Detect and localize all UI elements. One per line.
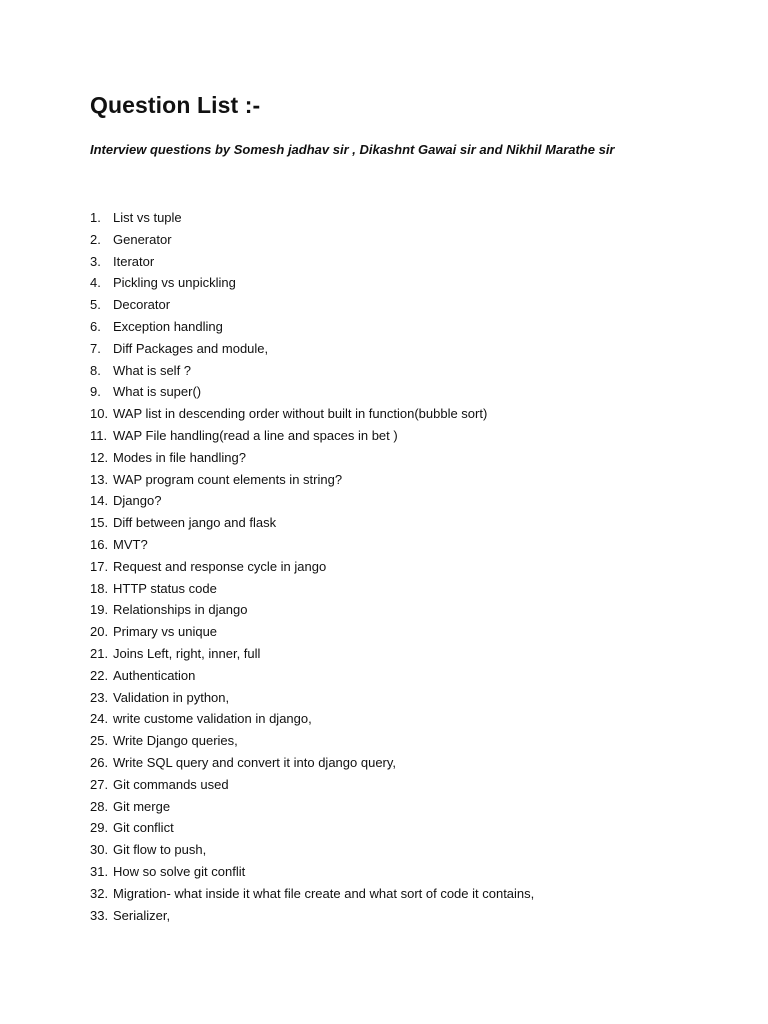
list-item: [90, 294, 730, 316]
list-item-number: 9.: [90, 384, 101, 400]
list-item: [90, 338, 730, 360]
list-item: [90, 687, 730, 709]
list-item-number: 22.: [90, 667, 109, 683]
list-item-text: How so solve git conflit: [113, 863, 246, 879]
list-item-number: 32.: [90, 885, 109, 901]
list-item-text: WAP File handling(read a line and spaces in bet ): [113, 427, 398, 443]
list-item: [90, 512, 730, 534]
list-item-text: Modes in file handling?: [113, 449, 246, 465]
list-item-number: 8.: [90, 362, 101, 378]
list-item-number: 17.: [90, 558, 109, 574]
list-item: [90, 251, 730, 273]
list-item: [90, 708, 730, 730]
list-item-text: WAP list in descending order without built in function(bubble sort): [113, 406, 488, 422]
list-item-text: Relationships in django: [113, 602, 248, 618]
list-item-number: 11.: [90, 427, 108, 443]
list-item-number: 33.: [90, 907, 109, 923]
list-item-text: Exception handling: [113, 318, 223, 334]
list-item-text: What is super(): [113, 384, 202, 400]
list-item: [90, 316, 730, 338]
list-item: [90, 621, 730, 643]
list-item: [90, 883, 730, 905]
list-item-text: Git conflict: [113, 820, 174, 836]
list-item-number: 26.: [90, 754, 109, 770]
list-item: [90, 272, 730, 294]
list-item-text: Serializer,: [113, 907, 171, 923]
list-item-number: 28.: [90, 798, 109, 814]
page-subtitle: Interview questions by Somesh jadhav sir , Dikashnt Gawai sir and Nikhil Marathe sir: [90, 142, 615, 157]
list-item: [90, 403, 730, 425]
list-item-text: Diff between jango and flask: [113, 515, 277, 531]
list-item: [90, 534, 730, 556]
list-item-number: 14.: [90, 493, 109, 509]
list-item-number: 18.: [90, 580, 109, 596]
list-item-number: 4.: [90, 275, 101, 291]
list-item-text: What is self ?: [113, 362, 192, 378]
list-item-number: 15.: [90, 515, 109, 531]
list-item-number: 31.: [90, 863, 109, 879]
list-item-number: 12.: [90, 449, 109, 465]
list-item: [90, 447, 730, 469]
list-item-text: Request and response cycle in jango: [113, 558, 327, 574]
list-item-number: 19.: [90, 602, 109, 618]
list-item-text: List vs tuple: [113, 210, 182, 225]
list-item-number: 25.: [90, 733, 109, 749]
page-title: Question List :-: [90, 92, 261, 118]
list-item: [90, 730, 730, 752]
list-item: [90, 469, 730, 491]
list-item: [90, 774, 730, 796]
list-item-text: Git commands used: [113, 776, 229, 792]
list-item-number: 21.: [90, 645, 109, 661]
list-item: [90, 796, 730, 818]
list-item: [90, 229, 730, 251]
list-item-text: Authentication: [113, 667, 196, 683]
list-item: [90, 556, 730, 578]
list-item-text: Pickling vs unpickling: [113, 275, 236, 291]
list-item-text: write custome validation in django,: [113, 711, 312, 727]
list-item-text: Write SQL query and convert it into django query,: [113, 754, 397, 770]
list-item: [90, 752, 730, 774]
list-item-text: Git flow to push,: [113, 842, 207, 858]
list-item: [90, 839, 730, 861]
list-item-text: Django?: [113, 493, 162, 509]
list-item: [90, 381, 730, 403]
list-item: [90, 599, 730, 621]
list-item: [90, 665, 730, 687]
list-item: [90, 905, 730, 927]
list-item-text: Validation in python,: [113, 689, 230, 705]
list-item-number: 30.: [90, 842, 109, 858]
list-item-text: Joins Left, right, inner, full: [113, 645, 261, 661]
list-item: [90, 360, 730, 382]
list-item-number: 16.: [90, 536, 109, 552]
list-item-number: 7.: [90, 340, 101, 356]
list-item-number: 2.: [90, 231, 101, 247]
list-item-number: 5.: [90, 297, 101, 313]
list-item: [90, 207, 730, 229]
question-list: [90, 207, 730, 926]
list-item: [90, 490, 730, 512]
list-item-text: Git merge: [113, 798, 171, 814]
list-item-number: 24.: [90, 711, 109, 727]
list-item-text: Write Django queries,: [113, 733, 238, 749]
list-item-number: 3.: [90, 253, 101, 269]
list-item-text: HTTP status code: [113, 580, 217, 596]
list-item-number: 23.: [90, 689, 109, 705]
list-item-text: Iterator: [113, 253, 155, 269]
list-item-text: MVT?: [113, 536, 148, 552]
list-item-number: 6.: [90, 318, 101, 334]
list-item-text: Migration- what inside it what file create and what sort of code it contains,: [113, 885, 535, 901]
list-item-number: 1.: [90, 210, 101, 225]
list-item-number: 20.: [90, 624, 109, 640]
list-item: [90, 425, 730, 447]
list-item-number: 29.: [90, 820, 109, 836]
list-item: [90, 643, 730, 665]
list-item-text: Decorator: [113, 297, 171, 313]
list-item-number: 10.: [90, 406, 109, 422]
list-item-text: WAP program count elements in string?: [113, 471, 343, 487]
list-item-text: Primary vs unique: [113, 624, 218, 640]
list-item-number: 27.: [90, 776, 109, 792]
list-item: [90, 578, 730, 600]
list-item-text: Diff Packages and module,: [113, 340, 269, 356]
list-item-number: 13.: [90, 471, 109, 487]
list-item: [90, 817, 730, 839]
list-item-text: Generator: [113, 231, 172, 247]
list-item: [90, 861, 730, 883]
